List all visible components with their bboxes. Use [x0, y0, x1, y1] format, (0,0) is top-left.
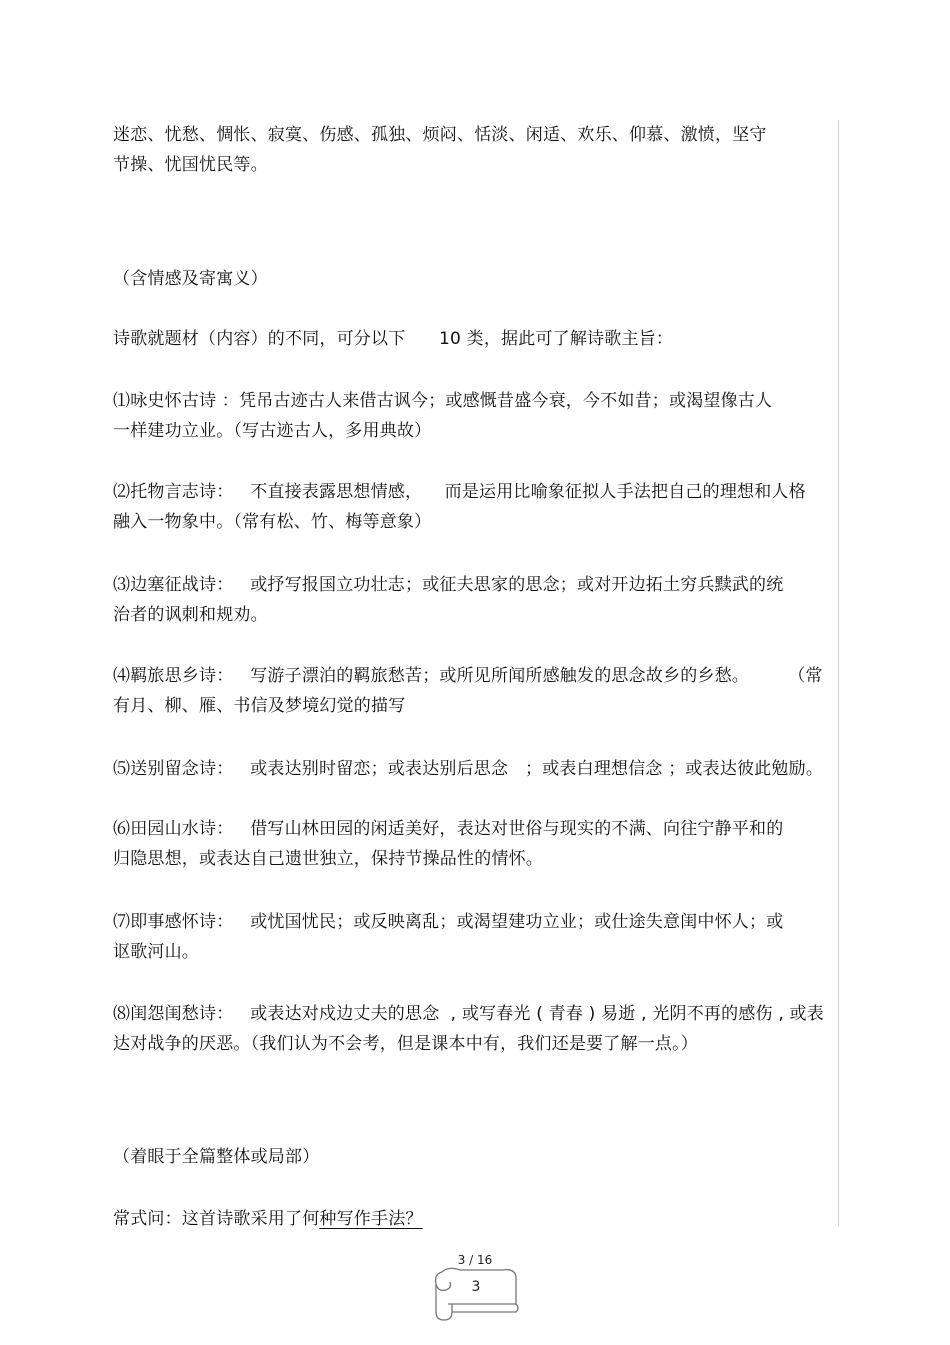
question-prefix: 常式问：这首诗歌采用了何: [113, 1209, 320, 1229]
category-1-line: 一样建功立业。（写古迹古人，多用典故）: [113, 421, 432, 441]
category-8-line: ⑻闺怨闺愁诗： 或表达对戍边丈夫的思念 , 或写春光 ( 青春 ) 易逝 , 光阴不再的感伤 , 或表: [113, 1004, 824, 1024]
category-4-line: 有月、柳、雁、书信及梦境幻觉的描写: [113, 696, 406, 716]
question-line: [113, 1208, 423, 1230]
category-3-line: 治者的讽刺和规劝。: [113, 605, 268, 625]
category-4-line: ⑷羁旅思乡诗： 写游子漂泊的羁旅愁苦；或所见所闻所感触发的思念故乡的乡愁。 （常: [113, 666, 823, 686]
text-line: 迷恋、忧愁、惆怅、寂寞、伤感、孤独、烦闷、恬淡、闲适、欢乐、仰慕、激愤，坚守: [113, 125, 767, 145]
category-2-line: ⑵托物言志诗： 不直接表露思想情感， 而是运用比喻象征拟人手法把自己的理想和人格: [113, 482, 806, 502]
intro-line: 诗歌就题材（内容）的不同，可分以下 10 类，据此可了解诗歌主旨：: [113, 329, 674, 349]
scroll-page-number: 3: [471, 1279, 481, 1295]
question-underlined: 种写作手法？: [319, 1209, 423, 1229]
category-8-line: 达对战争的厌恶。（我们认为不会考，但是课本中有，我们还是要了解一点。）: [113, 1034, 698, 1054]
category-7-line: ⑺即事感怀诗： 或忧国忧民；或反映离乱；或渴望建功立业；或仕途失意闺中怀人；或: [113, 912, 784, 932]
category-6-line: 归隐思想，或表达自己遗世独立，保持节操品性的情怀。: [113, 849, 543, 869]
section-note: （含情感及寄寓义）: [113, 269, 268, 289]
text-line: 节操、忧国忧民等。: [113, 155, 268, 175]
scroll-icon: [430, 1264, 522, 1324]
page-indicator: 3 / 16: [457, 1253, 493, 1267]
section-note: （着眼于全篇整体或局部）: [113, 1147, 320, 1167]
page-right-border: [838, 120, 839, 1226]
category-3-line: ⑶边塞征战诗： 或抒写报国立功壮志；或征夫思家的思念；或对开边拓土穷兵黩武的统: [113, 575, 784, 595]
category-6-line: ⑹田园山水诗： 借写山林田园的闲适美好，表达对世俗与现实的不满、向往宁静平和的: [113, 819, 784, 839]
category-7-line: 讴歌河山。: [113, 942, 199, 962]
category-2-line: 融入一物象中。（常有松、竹、梅等意象）: [113, 512, 432, 532]
category-5-line: ⑸送别留念诗： 或表达别时留恋；或表达别后思念 ；或表白理想信念 ；或表达彼此勉励。: [113, 759, 824, 779]
category-1-line: ⑴咏史怀古诗 ：凭吊古迹古人来借古讽今；或感慨昔盛今衰，今不如昔；或渴望像古人: [113, 391, 773, 411]
